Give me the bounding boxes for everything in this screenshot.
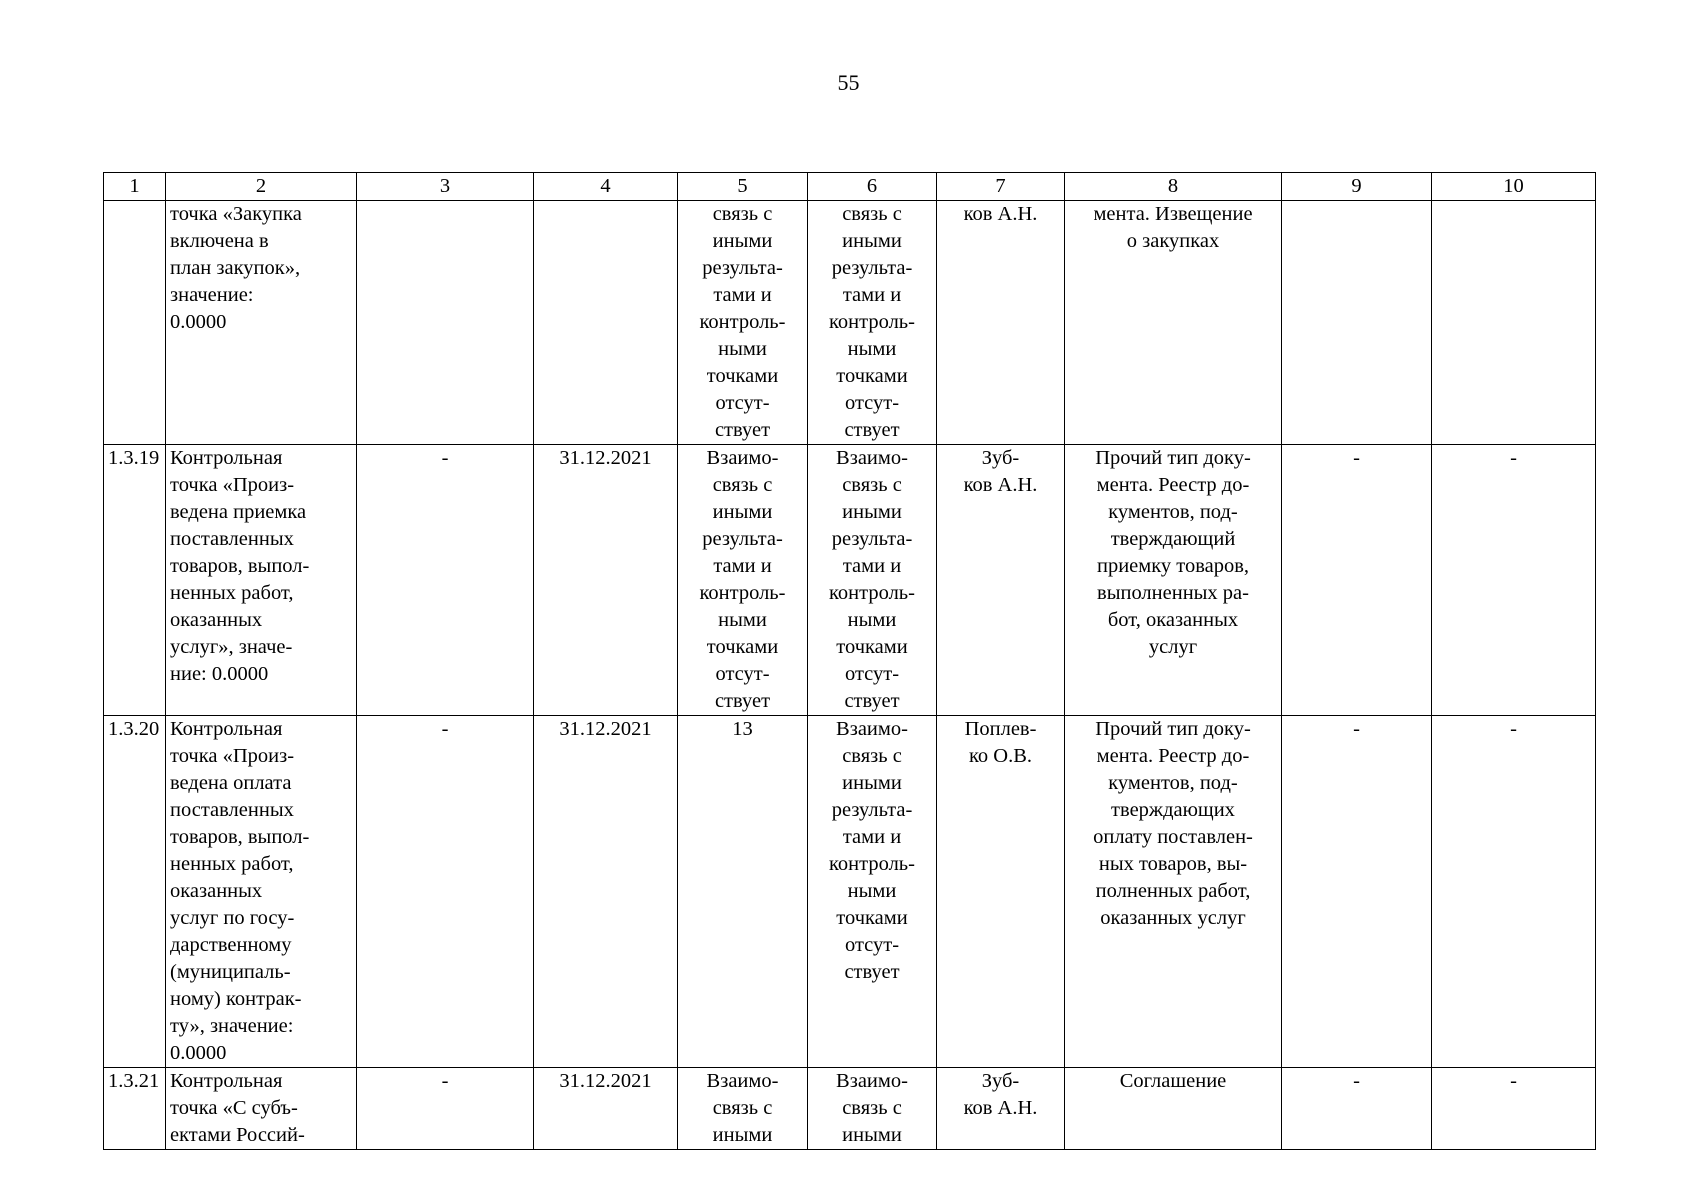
cell-col9: [1282, 201, 1432, 445]
column-header: 10: [1432, 173, 1596, 201]
cell-col3: -: [357, 716, 534, 1068]
cell-col10: -: [1432, 716, 1596, 1068]
cell-col5: связь с иными результа- тами и контроль- ными точками отсут- ствует: [678, 201, 808, 445]
cell-col6: Взаимо- связь с иными результа- тами и контроль- ными точками отсут- ствует: [808, 716, 937, 1068]
row-description: точка «Закупка включена в план закупок», значение: 0.0000: [166, 201, 357, 445]
cell-date: 31.12.2021: [534, 445, 678, 716]
cell-col3: [357, 201, 534, 445]
cell-date: 31.12.2021: [534, 1068, 678, 1150]
table-row: [104, 1068, 1596, 1150]
cell-col5: Взаимо- связь с иными результа- тами и контроль- ными точками отсут- ствует: [678, 445, 808, 716]
cell-col10: -: [1432, 445, 1596, 716]
cell-col10: -: [1432, 1068, 1596, 1150]
column-number-row: [104, 173, 1596, 201]
column-header: 2: [166, 173, 357, 201]
cell-responsible: Зуб- ков А.Н.: [937, 445, 1065, 716]
table-row: [104, 445, 1596, 716]
row-number: 1.3.21: [104, 1068, 166, 1150]
column-header: 7: [937, 173, 1065, 201]
column-header: 4: [534, 173, 678, 201]
row-description: Контрольная точка «Произ- ведена оплата поставленных товаров, выпол- ненных работ, оказанных услуг по госу- дарственному (муниципаль- ному) контрак- ту», значение: 0.0000: [166, 716, 357, 1068]
column-header: 5: [678, 173, 808, 201]
control-points-table: [103, 172, 1596, 1150]
table-row: [104, 201, 1596, 445]
cell-col3: -: [357, 1068, 534, 1150]
cell-col9: -: [1282, 445, 1432, 716]
row-description: Контрольная точка «С субъ- ектами Россий-: [166, 1068, 357, 1150]
cell-document-type: мента. Извещение о закупках: [1065, 201, 1282, 445]
cell-col3: -: [357, 445, 534, 716]
cell-col5: Взаимо- связь с иными: [678, 1068, 808, 1150]
column-header: 6: [808, 173, 937, 201]
cell-col9: -: [1282, 1068, 1432, 1150]
page-number: 55: [837, 70, 860, 95]
row-description: Контрольная точка «Произ- ведена приемка поставленных товаров, выпол- ненных работ, оказанных услуг», значе- ние: 0.0000: [166, 445, 357, 716]
row-number: [104, 201, 166, 445]
cell-document-type: Прочий тип доку- мента. Реестр до- кументов, под- тверждающий приемку товаров, выполненных ра- бот, оказанных услуг: [1065, 445, 1282, 716]
cell-col5: 13: [678, 716, 808, 1068]
cell-col10: [1432, 201, 1596, 445]
column-header: 9: [1282, 173, 1432, 201]
cell-date: [534, 201, 678, 445]
column-header: 1: [104, 173, 166, 201]
cell-responsible: Поплев- ко О.В.: [937, 716, 1065, 1068]
cell-date: 31.12.2021: [534, 716, 678, 1068]
row-number: 1.3.20: [104, 716, 166, 1068]
cell-col6: Взаимо- связь с иными результа- тами и контроль- ными точками отсут- ствует: [808, 445, 937, 716]
cell-col6: Взаимо- связь с иными: [808, 1068, 937, 1150]
cell-responsible: Зуб- ков А.Н.: [937, 1068, 1065, 1150]
table-row: [104, 716, 1596, 1068]
cell-col6: связь с иными результа- тами и контроль- ными точками отсут- ствует: [808, 201, 937, 445]
cell-responsible: ков А.Н.: [937, 201, 1065, 445]
column-header: 8: [1065, 173, 1282, 201]
column-header: 3: [357, 173, 534, 201]
cell-col9: -: [1282, 716, 1432, 1068]
row-number: 1.3.19: [104, 445, 166, 716]
cell-document-type: Соглашение: [1065, 1068, 1282, 1150]
cell-document-type: Прочий тип доку- мента. Реестр до- кументов, под- тверждающих оплату поставлен- ных товаров, вы- полненных работ, оказанных услуг: [1065, 716, 1282, 1068]
